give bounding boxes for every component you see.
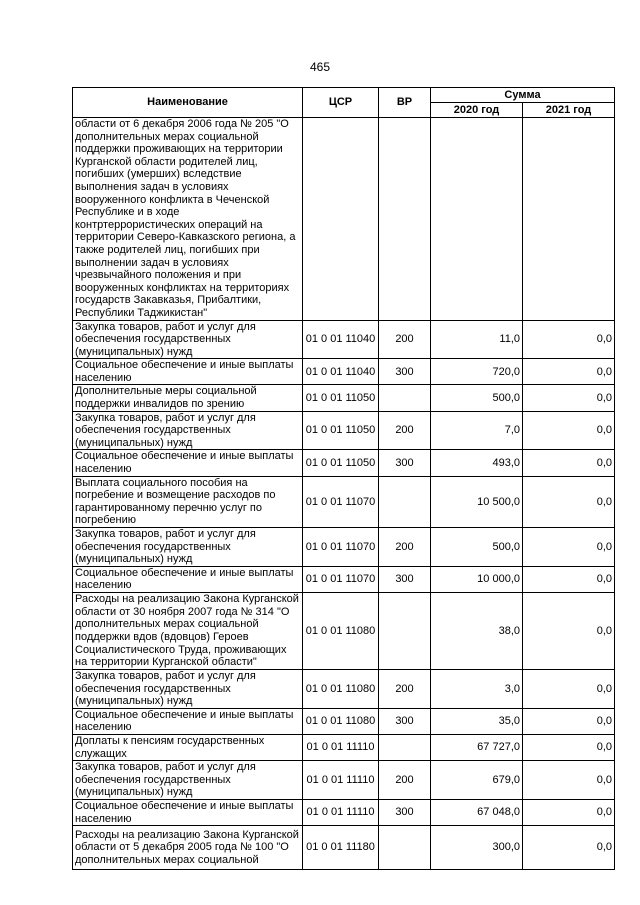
row-name: Закупка товаров, работ и услуг для обеспечения государственных (муниципальных) нужд	[73, 320, 303, 359]
row-vr	[379, 118, 431, 321]
row-amount-2021: 0,0	[523, 411, 615, 450]
row-amount-2020: 10 000,0	[431, 566, 523, 592]
row-csr: 01 0 01 11080	[303, 708, 379, 734]
row-amount-2021: 0,0	[523, 799, 615, 825]
row-name: Расходы на реализацию Закона Курганской области от 5 декабря 2005 года № 100 "О дополнительных мерах социальной	[73, 826, 303, 870]
row-amount-2020: 35,0	[431, 708, 523, 734]
row-amount-2021: 0,0	[523, 761, 615, 800]
row-amount-2021: 0,0	[523, 450, 615, 476]
row-vr	[379, 826, 431, 870]
row-csr: 01 0 01 11070	[303, 528, 379, 567]
row-vr: 200	[379, 320, 431, 359]
row-name: Расходы на реализацию Закона Курганской области от 30 ноября 2007 года № 314 "О дополнительных мерах социальной поддержки вдов (вдовцов) Героев Социалистического Труда, проживающих на территории Курганской области"	[73, 592, 303, 669]
row-csr: 01 0 01 11050	[303, 385, 379, 411]
row-amount-2020: 300,0	[431, 826, 523, 870]
row-name: Социальное обеспечение и иные выплаты населению	[73, 566, 303, 592]
row-name: области от 6 декабря 2006 года № 205 "О дополнительных мерах социальной поддержки проживающих на территории Курганской области родителей лиц, погибших (умерших) вследствие выполнения задач в условиях вооруженного конфликта в Чеченской Республике и в ходе контртеррористических операций на территории Северо-Кавказского региона, а также родителей лиц, погибших при выполнении задач в условиях чрезвычайного положения и при вооруженных конфликтах на территориях государств Закавказья, Прибалтики, Республики Таджикистан"	[73, 118, 303, 321]
row-vr: 300	[379, 359, 431, 385]
row-name: Закупка товаров, работ и услуг для обеспечения государственных (муниципальных) нужд	[73, 761, 303, 800]
row-name: Доплаты к пенсиям государственных служащих	[73, 734, 303, 760]
table-row	[73, 761, 615, 800]
row-csr: 01 0 01 11070	[303, 566, 379, 592]
row-vr: 300	[379, 566, 431, 592]
row-amount-2021: 0,0	[523, 320, 615, 359]
row-name: Выплата социального пособия на погребение и возмещение расходов по гарантированному перечню услуг по погребению	[73, 476, 303, 527]
row-vr	[379, 476, 431, 527]
row-amount-2021: 0,0	[523, 708, 615, 734]
row-csr: 01 0 01 11050	[303, 411, 379, 450]
table-row	[73, 799, 615, 825]
header-sum: Сумма	[431, 88, 615, 103]
row-name: Закупка товаров, работ и услуг для обеспечения государственных (муниципальных) нужд	[73, 669, 303, 708]
table-row	[73, 476, 615, 527]
header-name: Наименование	[73, 88, 303, 118]
header-vr: ВР	[379, 88, 431, 118]
row-amount-2020	[431, 118, 523, 321]
row-amount-2020: 11,0	[431, 320, 523, 359]
row-csr: 01 0 01 11110	[303, 734, 379, 760]
row-vr: 200	[379, 761, 431, 800]
row-amount-2020: 38,0	[431, 592, 523, 669]
row-csr: 01 0 01 11110	[303, 761, 379, 800]
header-year-2020: 2020 год	[431, 103, 523, 118]
row-amount-2021: 0,0	[523, 826, 615, 870]
row-amount-2020: 7,0	[431, 411, 523, 450]
row-vr	[379, 592, 431, 669]
row-vr: 200	[379, 528, 431, 567]
row-csr: 01 0 01 11040	[303, 320, 379, 359]
row-amount-2021: 0,0	[523, 734, 615, 760]
row-csr: 01 0 01 11080	[303, 669, 379, 708]
row-csr: 01 0 01 11180	[303, 826, 379, 870]
row-amount-2021: 0,0	[523, 385, 615, 411]
row-amount-2020: 720,0	[431, 359, 523, 385]
row-amount-2020: 500,0	[431, 528, 523, 567]
row-vr	[379, 385, 431, 411]
row-vr: 300	[379, 708, 431, 734]
row-name: Социальное обеспечение и иные выплаты населению	[73, 799, 303, 825]
row-amount-2020: 679,0	[431, 761, 523, 800]
row-name: Социальное обеспечение и иные выплаты населению	[73, 450, 303, 476]
row-amount-2020: 3,0	[431, 669, 523, 708]
row-vr: 300	[379, 799, 431, 825]
row-csr: 01 0 01 11070	[303, 476, 379, 527]
row-name: Дополнительные меры социальной поддержки инвалидов по зрению	[73, 385, 303, 411]
table-row	[73, 528, 615, 567]
row-vr: 200	[379, 669, 431, 708]
row-amount-2020: 10 500,0	[431, 476, 523, 527]
row-csr: 01 0 01 11110	[303, 799, 379, 825]
header-csr: ЦСР	[303, 88, 379, 118]
row-name: Социальное обеспечение и иные выплаты населению	[73, 708, 303, 734]
table-row	[73, 734, 615, 760]
table-row	[73, 592, 615, 669]
row-csr: 01 0 01 11040	[303, 359, 379, 385]
table-row	[73, 826, 615, 870]
page-number: 465	[309, 60, 331, 74]
row-amount-2020: 493,0	[431, 450, 523, 476]
row-csr	[303, 118, 379, 321]
table-row	[73, 359, 615, 385]
row-amount-2021: 0,0	[523, 476, 615, 527]
table-row	[73, 450, 615, 476]
row-csr: 01 0 01 11050	[303, 450, 379, 476]
table-row	[73, 566, 615, 592]
table-row	[73, 320, 615, 359]
row-amount-2021: 0,0	[523, 359, 615, 385]
row-amount-2020: 67 048,0	[431, 799, 523, 825]
row-amount-2020: 67 727,0	[431, 734, 523, 760]
row-amount-2021: 0,0	[523, 528, 615, 567]
row-csr: 01 0 01 11080	[303, 592, 379, 669]
row-amount-2021: 0,0	[523, 592, 615, 669]
row-amount-2021: 0,0	[523, 669, 615, 708]
row-vr: 300	[379, 450, 431, 476]
row-name: Закупка товаров, работ и услуг для обеспечения государственных (муниципальных) нужд	[73, 411, 303, 450]
row-vr: 200	[379, 411, 431, 450]
budget-table	[72, 87, 615, 870]
table-row	[73, 708, 615, 734]
table-row	[73, 118, 615, 321]
header-year-2021: 2021 год	[523, 103, 615, 118]
row-amount-2021	[523, 118, 615, 321]
table-row	[73, 385, 615, 411]
row-name: Закупка товаров, работ и услуг для обеспечения государственных (муниципальных) нужд	[73, 528, 303, 567]
table-row	[73, 411, 615, 450]
row-name: Социальное обеспечение и иные выплаты населению	[73, 359, 303, 385]
table-row	[73, 669, 615, 708]
row-amount-2021: 0,0	[523, 566, 615, 592]
row-vr	[379, 734, 431, 760]
row-amount-2020: 500,0	[431, 385, 523, 411]
